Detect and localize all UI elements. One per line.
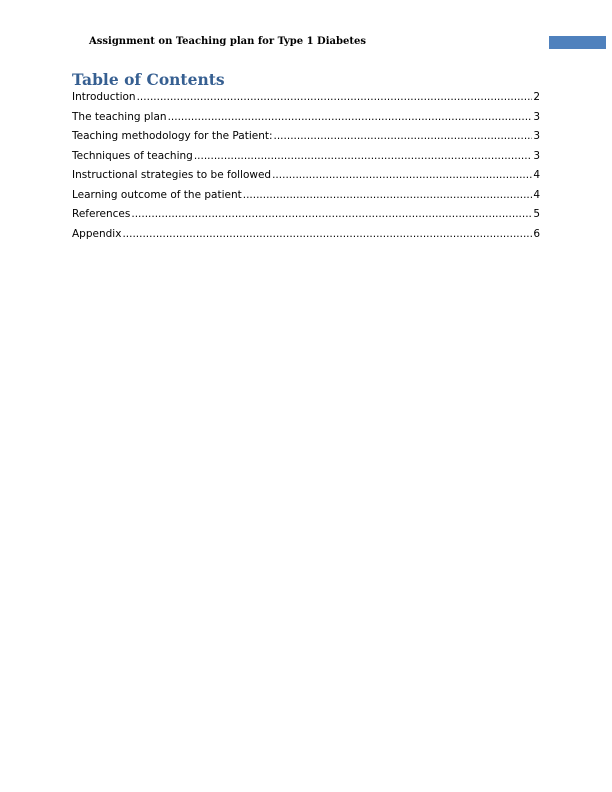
toc-entry-label: References xyxy=(72,208,131,220)
toc-dot-leader xyxy=(168,110,533,124)
toc-entry-label: The teaching plan xyxy=(72,110,167,123)
toc-list xyxy=(72,90,540,246)
toc-entry-teaching-plan[interactable] xyxy=(72,110,540,130)
toc-entry-label: Techniques of teaching xyxy=(72,149,193,162)
toc-heading: Table of Contents xyxy=(72,70,225,89)
toc-entry-learning-outcome[interactable] xyxy=(72,188,540,208)
toc-entry-page: 3 xyxy=(533,110,540,123)
toc-dot-leader xyxy=(243,188,533,202)
toc-entry-page: 5 xyxy=(533,208,540,220)
toc-entry-teaching-methodology[interactable] xyxy=(72,129,540,149)
toc-entry-instructional-strategies[interactable] xyxy=(72,168,540,188)
toc-dot-leader xyxy=(274,129,533,143)
toc-entry-label: Instructional strategies to be followed xyxy=(72,169,272,181)
toc-entry-label: Teaching methodology for the Patient: xyxy=(72,130,273,142)
toc-dot-leader xyxy=(272,168,532,182)
toc-entry-label: Learning outcome of the patient xyxy=(72,188,242,201)
toc-entry-appendix[interactable] xyxy=(72,227,540,247)
toc-entry-label: Appendix xyxy=(72,227,122,240)
toc-entry-introduction[interactable] xyxy=(72,90,540,110)
toc-entry-references[interactable] xyxy=(72,207,540,227)
toc-entry-page: 4 xyxy=(533,169,540,181)
toc-dot-leader xyxy=(137,90,533,104)
toc-dot-leader xyxy=(131,207,532,221)
header-accent-bar xyxy=(549,36,606,49)
toc-dot-leader xyxy=(122,227,532,241)
toc-entry-techniques-of-teaching[interactable] xyxy=(72,149,540,169)
toc-entry-page: 6 xyxy=(533,227,540,240)
toc-entry-page: 4 xyxy=(533,188,540,201)
toc-dot-leader xyxy=(194,149,533,163)
toc-entry-label: Introduction xyxy=(72,91,136,103)
toc-entry-page: 3 xyxy=(533,149,540,162)
toc-entry-page: 3 xyxy=(533,130,540,142)
running-header-title: Assignment on Teaching plan for Type 1 Diabetes xyxy=(89,36,366,47)
toc-entry-page: 2 xyxy=(533,91,540,103)
